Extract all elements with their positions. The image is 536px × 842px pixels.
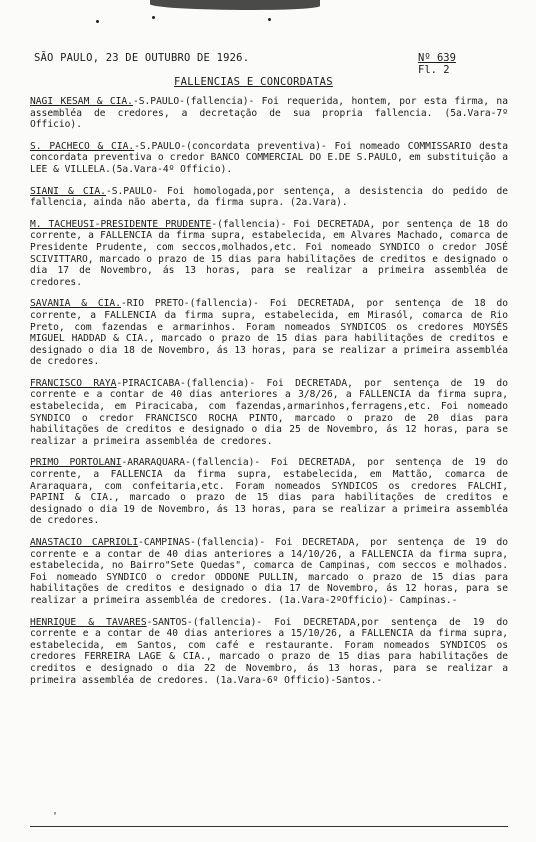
section-title: FALLENCIAS E CONCORDATAS (174, 76, 333, 88)
ink-speck (96, 20, 99, 23)
notice-entry (30, 378, 508, 448)
entry-text: -SANTOS-(fallencia)- Foi DECRETADA,por sentença de 19 do corrente e a contar de 40 dias anteriores a 15/10/26, a FALLENCIA da firma supra, estabelecida, em Santos, com café e restaurante. Foram nomeados SYNDICOS os credores FERREIRA LAGE & CIA., marcado o prazo de 15 dias para habilitações de creditos e designado o dia 22 de Novembro, ás 13 horas, para se realizar a primeira assembléa de credores. (1a.Vara-6º Officio)-Santos.- (30, 616, 509, 686)
entry-lead: ANASTACIO CAPRIOLI (30, 537, 139, 548)
entry-text: -PIRACICABA-(fallencia)- Foi DECRETADA, por sentença de 19 do corrente e a contar de 40 dias anteriores a 3/8/26, a FALLENCIA da firma supra, estabelecida, em Piracicaba, com fazendas,armarinhos,ferragens,etc. Foi nomeado SYNDICO o credor FRANCISCO ROCHA PINTO, marcado o prazo de 20 dias para habilitações de creditos e designado o dia 25 de Novembro, ás 12 horas, para se realizar a primeira assembléa de credores. (30, 377, 508, 447)
ink-speck (152, 16, 155, 19)
entry-lead: S. PACHECO & CIA. (30, 140, 135, 152)
entry-lead: SIANI & CIA. (30, 185, 106, 197)
entry-text: -RIO PRETO-(fallencia)- Foi DECRETADA, por sentença de 18 do corrente, a FALLENCIA da firma supra, estabelecida, em Mirasól, comarca de Rio Preto, com fazendas e armarinhos. Foram nomeados SYNDICOS os credores MOYSÉS MIGUEL HADDAD & CIA., marcado o prazo de 15 dias para habilitações de creditos e designado o dia 18 de Novembro, ás 13 horas, para se realizar a primeira assembléa de credores. (30, 298, 508, 368)
entry-text: -ARARAQUARA-(fallencia)- Foi DECRETADA, por sentença de 19 do corrente, a FALLENCIA da firma supra, estabelecida, em Mattão, comarca de Araraquara, com confeitaria,etc. Foram nomeados SYNDICOS os credores FALCHI, PAPINI & CIA., marcado o prazo de 15 dias para habilitações de creditos e designado o dia 19 de Novembro, ás 13 horas, para se realizar a primeira assembléa de credores. (30, 457, 509, 527)
entry-lead: FRANCISCO RAYA (30, 377, 117, 389)
entry-lead: HENRIQUE & TAVARES (30, 616, 147, 628)
page-number-block (418, 52, 456, 76)
sheet-number: Fl. 2 (418, 64, 450, 76)
entry-text: -S.PAULO- Foi homologada,por sentença, a desistencia do pedido de fallencia, ainda não aberta, da firma supra. (2a.Vara). (30, 185, 509, 209)
notice-list (30, 96, 508, 696)
entry-lead: PRIMO PORTOLANI (30, 457, 122, 469)
notice-entry (30, 96, 508, 131)
notice-entry (30, 219, 508, 289)
ink-smudge (150, 0, 320, 10)
entry-text: -S.PAULO-(fallencia)- Foi requerida, hontem, por esta firma, na assembléa de credores, a decretação de sua propria fallencia. (5a.Vara-7º Officio). (30, 96, 508, 131)
notice-entry (30, 298, 508, 368)
dateline: SÃO PAULO, 23 DE OUTUBRO DE 1926. (34, 52, 250, 64)
entry-text: -(fallencia)- Foi DECRETADA, por sentença de 18 do corrente, a FALLENCIA da firma supra, estabelecida, em Alvares Machado, comarca de Presidente Prudente, com seccos,molhados,etc. Foi nomeado SYNDICO o credor JOSÉ SCIVITTARO, marcado o prazo de 15 dias para habilitações de creditos e designado o dia 17 de Novembro, ás 13 horas, para se realizar a primeira assembléa de credores. (30, 218, 508, 288)
entry-lead: M. TACHEUSI-PRESIDENTE PRUDENTE (30, 218, 212, 230)
bulletin-number: Nº 639 (418, 52, 456, 64)
notice-entry (30, 186, 508, 209)
footer-tick: ' (52, 811, 59, 822)
notice-entry (30, 537, 508, 607)
notice-entry (30, 617, 508, 687)
footer-rule (30, 826, 508, 827)
entry-lead: SAVANIA & CIA. (30, 298, 121, 310)
entry-text: -CAMPINAS-(fallencia)- Foi DECRETADA, por sentença de 19 do corrente e a contar de 40 dias anteriores a 14/10/26, a FALLENCIA da firma supra, estabelecida, no Bairro"Sete Quedas", comarca de Campinas, com seccos e molhados. Foi nomeado SYNDICO o credor ODDONE PULLIN, marcado o prazo de 15 dias para habilitações de creditos e designado o dia 17 de Novembro, ás 12 horas, para se realizar a primeira assembléa de credores. (1a.Vara-2ºOfficio)- Campinas.- (30, 537, 508, 606)
notice-entry (30, 141, 508, 176)
entry-lead: NAGI KESAM & CIA. (30, 96, 133, 107)
notice-entry (30, 457, 508, 527)
entry-text: -S.PAULO-(concordata preventiva)- Foi nomeado COMMISSARIO desta concordata preventiva o credor BANCO COMMERCIAL DO E.DE S.PAULO, em substituição a LEE & VILLELA.(5a.Vara-4º Officio). (30, 140, 508, 175)
ink-speck (268, 18, 271, 21)
